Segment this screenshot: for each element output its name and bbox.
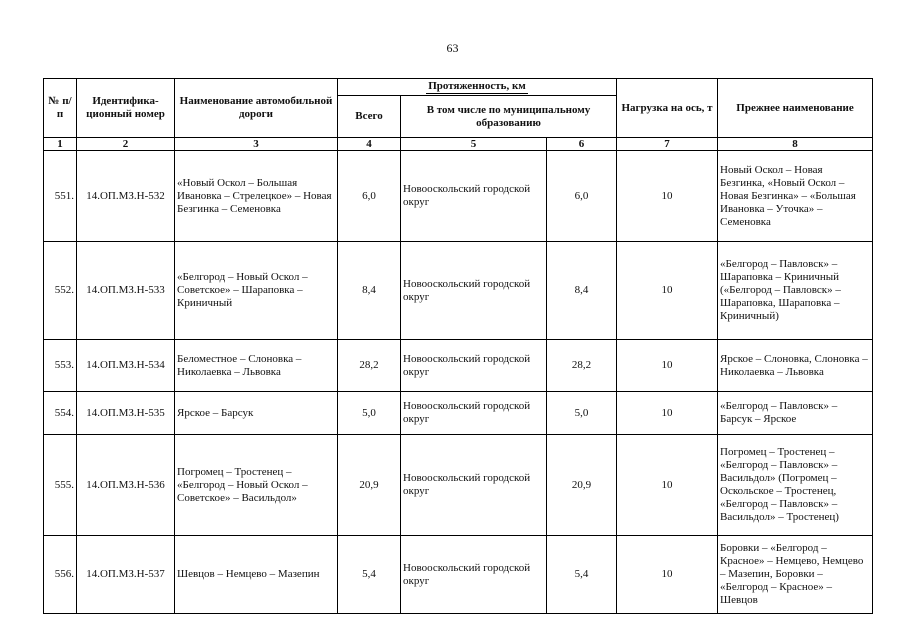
previous-name: «Белгород – Павловск» – Барсук – Ярское <box>718 392 873 435</box>
row-number: 553. <box>44 340 77 392</box>
axle-load: 10 <box>617 242 718 340</box>
road-id: 14.ОП.МЗ.Н-532 <box>77 151 175 242</box>
road-name: Погромец – Тростенец – «Белгород – Новый Оскол – Советское» – Васильдол» <box>175 435 338 536</box>
municipal-length: 28,2 <box>547 340 617 392</box>
municipality: Новооскольский городской округ <box>401 536 547 614</box>
previous-name: Погромец – Тростенец – «Белгород – Павловск» – Васильдол» (Погромец – Оскольское – Тростенец, «Белгород – Павловск» – Васильдол» – Тростенец) <box>718 435 873 536</box>
total-length: 20,9 <box>338 435 401 536</box>
table-row <box>44 340 873 392</box>
previous-name: Боровки – «Белгород – Красное» – Немцево, Немцево – Мазепин, Боровки – «Белгород – Красное» – Шевцов <box>718 536 873 614</box>
axle-load: 10 <box>617 435 718 536</box>
roads-table <box>43 78 873 614</box>
road-name: Шевцов – Немцево – Мазепин <box>175 536 338 614</box>
column-number: 5 <box>401 138 547 151</box>
municipal-length: 6,0 <box>547 151 617 242</box>
road-id: 14.ОП.МЗ.Н-534 <box>77 340 175 392</box>
header-id: Идентифика-ционный номер <box>77 79 175 138</box>
road-id: 14.ОП.МЗ.Н-537 <box>77 536 175 614</box>
road-name: «Новый Оскол – Большая Ивановка – Стрелецкое» – Новая Безгинка – Семеновка <box>175 151 338 242</box>
column-number: 2 <box>77 138 175 151</box>
row-number: 552. <box>44 242 77 340</box>
municipal-length: 5,0 <box>547 392 617 435</box>
municipal-length: 20,9 <box>547 435 617 536</box>
column-number: 8 <box>718 138 873 151</box>
header-axle-load: Нагрузка на ось, т <box>617 79 718 138</box>
municipality: Новооскольский городской округ <box>401 340 547 392</box>
header-municipal: В том числе по муниципальному образованию <box>401 96 617 138</box>
row-number: 554. <box>44 392 77 435</box>
total-length: 6,0 <box>338 151 401 242</box>
page-number: 63 <box>446 41 459 55</box>
total-length: 5,0 <box>338 392 401 435</box>
row-number: 551. <box>44 151 77 242</box>
total-length: 28,2 <box>338 340 401 392</box>
axle-load: 10 <box>617 151 718 242</box>
municipality: Новооскольский городской округ <box>401 151 547 242</box>
column-number: 1 <box>44 138 77 151</box>
table-row <box>44 242 873 340</box>
road-name: Ярское – Барсук <box>175 392 338 435</box>
table-row <box>44 151 873 242</box>
previous-name: Новый Оскол – Новая Безгинка, «Новый Оскол – Новая Безгинка» – «Большая Ивановка – Уточка» – Семеновка <box>718 151 873 242</box>
road-name: «Белгород – Новый Оскол – Советское» – Шараповка – Криничный <box>175 242 338 340</box>
municipality: Новооскольский городской округ <box>401 392 547 435</box>
column-number: 7 <box>617 138 718 151</box>
header-previous-name: Прежнее наименование <box>718 79 873 138</box>
total-length: 5,4 <box>338 536 401 614</box>
axle-load: 10 <box>617 536 718 614</box>
header-length-group <box>338 79 617 96</box>
header-road-name: Наименование автомобильной дороги <box>175 79 338 138</box>
municipal-length: 5,4 <box>547 536 617 614</box>
road-id: 14.ОП.МЗ.Н-535 <box>77 392 175 435</box>
road-id: 14.ОП.МЗ.Н-536 <box>77 435 175 536</box>
column-number: 3 <box>175 138 338 151</box>
municipality: Новооскольский городской округ <box>401 435 547 536</box>
previous-name: «Белгород – Павловск» – Шараповка – Криничный («Белгород – Павловск» – Шараповка, Шараповка – Криничный) <box>718 242 873 340</box>
axle-load: 10 <box>617 392 718 435</box>
table-row <box>44 392 873 435</box>
previous-name: Ярское – Слоновка, Слоновка – Николаевка – Львовка <box>718 340 873 392</box>
header-num: № п/п <box>44 79 77 138</box>
table-row <box>44 435 873 536</box>
municipality: Новооскольский городской округ <box>401 242 547 340</box>
header-total: Всего <box>338 96 401 138</box>
row-number: 556. <box>44 536 77 614</box>
column-number: 6 <box>547 138 617 151</box>
axle-load: 10 <box>617 340 718 392</box>
road-id: 14.ОП.МЗ.Н-533 <box>77 242 175 340</box>
row-number: 555. <box>44 435 77 536</box>
municipal-length: 8,4 <box>547 242 617 340</box>
table-row <box>44 536 873 614</box>
road-name: Беломестное – Слоновка – Николаевка – Львовка <box>175 340 338 392</box>
column-number: 4 <box>338 138 401 151</box>
header-length-label: Протяженность, км <box>428 80 526 92</box>
total-length: 8,4 <box>338 242 401 340</box>
